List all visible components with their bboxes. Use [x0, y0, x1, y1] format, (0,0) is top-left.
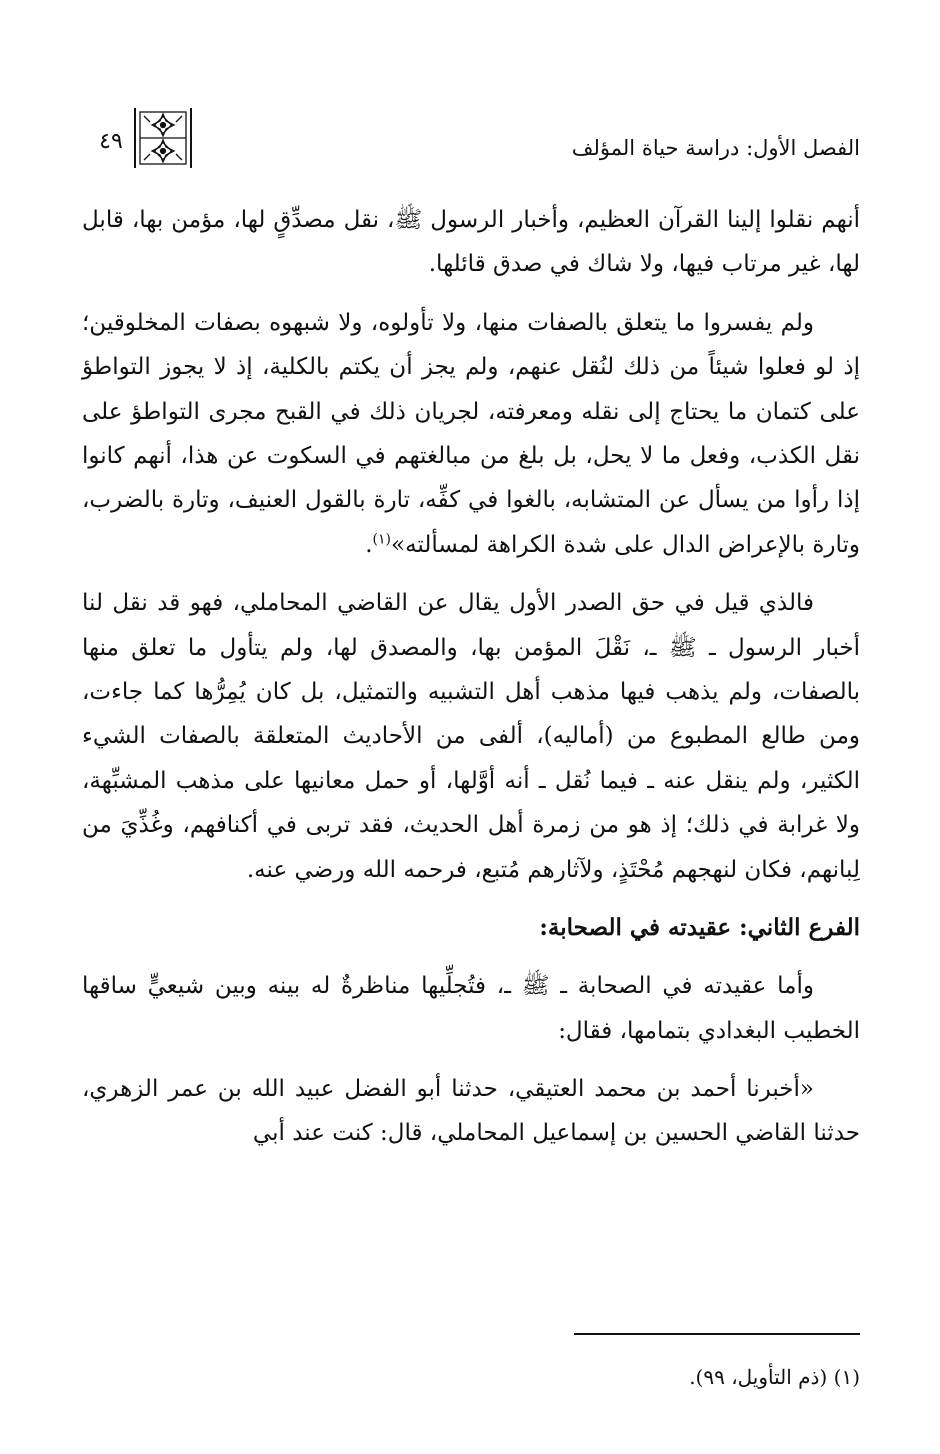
section-subheading: الفرع الثاني: عقيدته في الصحابة:: [539, 914, 860, 942]
header-divider: [190, 108, 192, 168]
footnote: [82, 1362, 860, 1392]
footnote-separator: [574, 1333, 860, 1335]
footnote-number: (١): [833, 1365, 860, 1389]
header-page-block: [88, 108, 192, 168]
paragraph: [82, 301, 860, 567]
paragraph: وأما عقيدته في الصحابة ـ ﷺ ـ، فتُجلِّيها مناظرةٌ له بينه وبين شيعيٍّ ساقها الخطيب البغدادي بتمامها، فقال:: [82, 973, 860, 1044]
page-number: ٤٩: [99, 128, 123, 154]
paragraph: «أخبرنا أحمد بن محمد العتيقي، حدثنا أبو الفضل عبيد الله بن عمر الزهري، حدثنا القاضي الحسين بن إسماعيل المحاملي، قال: كنت عند أبي: [82, 1075, 860, 1147]
geometric-ornament-icon: [136, 108, 190, 168]
paragraph-text: ولم يفسروا ما يتعلق بالصفات منها، ولا تأولوه، ولا شبهوه بصفات المخلوقين؛ إذ لو فعلوا شيئاً من ذلك لنُقل عنهم، ولم يجز أن يكتم بالكلية، إذ لا يجوز التواطؤ على كتمان ما يحتاج إلى نقله ومعرفته، لجريان ذلك في القبح مجرى التواطؤ على نقل الكذب، وفعل ما لا يحل، بل بلغ من مبالغتهم في السكوت عن هذا، أنهم كانوا إذا رأوا من يسأل عن المتشابه، بالغوا في كفِّه، تارة بالقول العنيف، وتارة بالضرب، وتارة بالإعراض الدال على شدة الكراهة لمسألته»: [82, 309, 860, 558]
footnote-text: (ذم التأويل، ٩٩).: [689, 1365, 828, 1389]
footnote-ref[interactable]: (١): [372, 531, 392, 548]
running-header: [88, 108, 860, 168]
paragraph-end: .: [365, 531, 373, 558]
main-text: [82, 198, 860, 1156]
paragraph: أنهم نقلوا إلينا القرآن العظيم، وأخبار الرسول ﷺ، نقل مصدِّقٍ لها، مؤمن بها، قابل لها، غير مرتاب فيها، ولا شاك في صدق قائلها.: [82, 207, 860, 278]
paragraph: فالذي قيل في حق الصدر الأول يقال عن القاضي المحاملي، فهو قد نقل لنا أخبار الرسول ـ ﷺ ـ، نَقْلَ المؤمن بها، والمصدق لها، ولم يتأول ما تعلق منها بالصفات، ولم يذهب فيها مذهب أهل التشبيه والتمثيل، بل كان يُمِرُّها كما جاءت، ومن طالع المطبوع من (أماليه)، ألفى من الأحاديث المتعلقة بالصفات الشيء الكثير، ولم ينقل عنه ـ فيما نُقل ـ أنه أوَّلها، أو حمل معانيها على مذهب المشبِّهة، ولا غرابة في ذلك؛ إذ هو من زمرة أهل الحديث، فقد تربى في أكنافهم، وغُذِّيَ من لِبانهم، فكان لنهجهم مُحْتَذٍ، ولآثارهم مُتبع، فرحمه الله ورضي عنه.: [82, 590, 860, 883]
chapter-title: الفصل الأول: دراسة حياة المؤلف: [571, 135, 860, 160]
